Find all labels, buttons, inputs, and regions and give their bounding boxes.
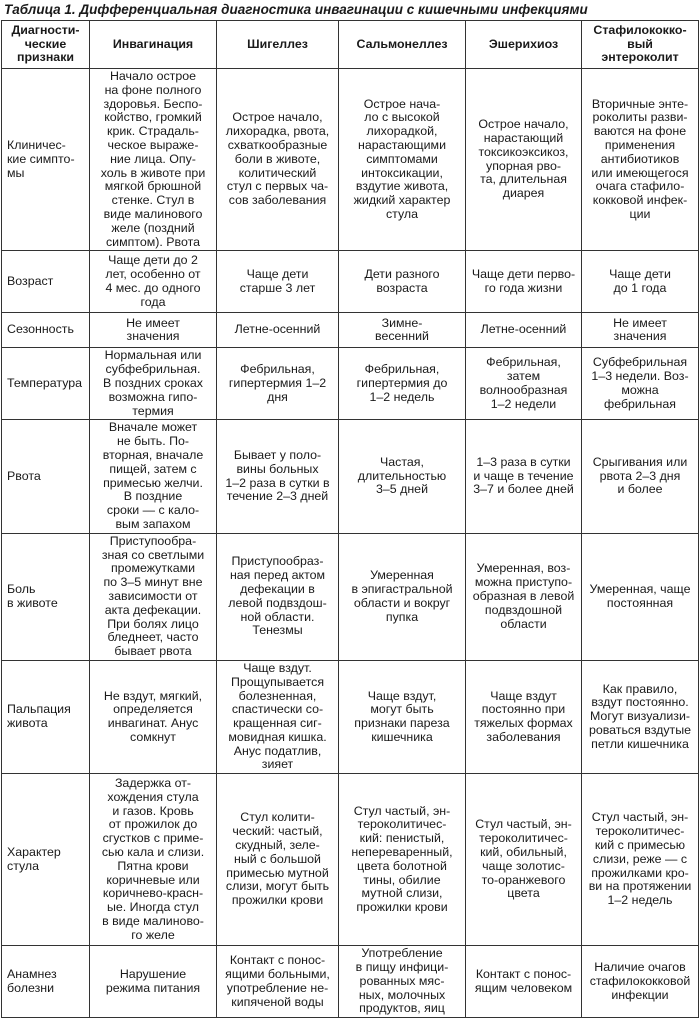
table-cell: Задержка от- хождения стула и газов. Кровь от прожилок до сгустков с приме- сью кала и слизи. Пятна крови коричневые или коричнево-красн- ые. Иногда стул в виде малиново- го желе — [90, 774, 217, 946]
table-row — [2, 313, 699, 348]
row-label: Клиничес- кие симпто- мы — [2, 69, 90, 251]
table-cell: Как правило, вздут постоянно. Могут визуализи- роваться вздутые петли кишечника — [582, 660, 699, 773]
table-cell: Умеренная в эпигастральной области и вокруг пупка — [339, 533, 466, 660]
table-cell: 1–3 раза в сутки и чаще в течение 3–7 и более дней — [466, 420, 582, 533]
table-cell: Не имеет значения — [582, 313, 699, 348]
table-cell: Бывает у поло- вины больных 1–2 раза в сутки в течение 2–3 дней — [217, 420, 339, 533]
table-cell: Субфебрильная 1–3 недели. Воз- можна фебрильная — [582, 348, 699, 420]
table-title: Таблица 1. Дифференциальная диагностика инвагинации с кишечными инфекциями — [4, 2, 588, 17]
table-cell: Стул частый, эн- тероколитичес- кий с примесью слизи, реже — с прожилками кро- ви на протяжении 1–2 недель — [582, 774, 699, 946]
table-cell: Чаще дети перво- го года жизни — [466, 251, 582, 313]
table-cell: Дети разного возраста — [339, 251, 466, 313]
diagnostics-table — [1, 20, 699, 1018]
table-cell: Чаще вздут. Прощупывается болезненная, спастически со- кращенная сиг- мовидная кишка. Анус податлив, зияет — [217, 660, 339, 773]
table-cell: Вторичные энте- роколиты разви- ваются на фоне применения антибиотиков или имеющегося очага стафило- кокковой инфек- ции — [582, 69, 699, 251]
table-cell: Стул колити- ческий: частый, скудный, зеле- ный с большой примесью мутной слизи, могут быть прожилки крови — [217, 774, 339, 946]
table-cell: Стул частый, эн- тероколитичес- кий: пенистый, непереваренный, цвета болотной тины, обилие мутной слизи, прожилки крови — [339, 774, 466, 946]
table-cell: Чаще дети до 1 года — [582, 251, 699, 313]
table-cell: Чаще дети до 2 лет, особенно от 4 мес. до одного года — [90, 251, 217, 313]
table-cell: Не вздут, мягкий, определяется инвагинат. Анус сомкнут — [90, 660, 217, 773]
table-cell: Умеренная, чаще постоянная — [582, 533, 699, 660]
table-row — [2, 69, 699, 251]
table-cell: Острое нача- ло с высокой лихорадкой, нарастающими симптомами интоксикации, вздутие живота, жидкий характер стула — [339, 69, 466, 251]
table-cell: Фебрильная, затем волнообразная 1–2 недели — [466, 348, 582, 420]
table-cell: Контакт с понос- ящими больными, употребление не- кипяченой воды — [217, 946, 339, 1018]
table-cell: Нарушение режима питания — [90, 946, 217, 1018]
table-cell: Начало острое на фоне полного здоровья. Беспо- койство, громкий крик. Страдаль- ческое выраже- ние лица. Опу- холь в животе при мягкой брюшной стенке. Стул в виде малинового желе (поздний симптом). Рвота — [90, 69, 217, 251]
table-row — [2, 420, 699, 533]
row-label: Пальпация живота — [2, 660, 90, 773]
table-row — [2, 774, 699, 946]
row-label: Сезонность — [2, 313, 90, 348]
table-cell: Контакт с понос- ящим человеком — [466, 946, 582, 1018]
table-row — [2, 946, 699, 1018]
header-cell: Эшерихиоз — [466, 21, 582, 69]
table-cell: Частая, длительностью 3–5 дней — [339, 420, 466, 533]
table-row — [2, 660, 699, 773]
row-label: Температура — [2, 348, 90, 420]
header-cell: Стафилококко- вый энтероколит — [582, 21, 699, 69]
table-cell: Не имеет значения — [90, 313, 217, 348]
table-cell: Фебрильная, гипертермия до 1–2 недель — [339, 348, 466, 420]
header-cell: Инвагинация — [90, 21, 217, 69]
table-cell: Чаще дети старше 3 лет — [217, 251, 339, 313]
table-cell: Стул частый, эн- тероколитичес- кий, обильный, чаще золотис- то-оранжевого цвета — [466, 774, 582, 946]
table-cell: Нормальная или субфебрильная. В поздних сроках возможна гипо- термия — [90, 348, 217, 420]
header-cell: Шигеллез — [217, 21, 339, 69]
table-cell: Фебрильная, гипертермия 1–2 дня — [217, 348, 339, 420]
table-cell: Приступообра- зная со светлыми промежутками по 3–5 минут вне зависимости от акта дефекации. При болях лицо бледнеет, часто бывает рвота — [90, 533, 217, 660]
table-cell: Употребление в пищу инфици- рованных мяс- ных, молочных продуктов, яиц — [339, 946, 466, 1018]
table-cell: Зимне- весенний — [339, 313, 466, 348]
table-cell: Наличие очагов стафилококковой инфекции — [582, 946, 699, 1018]
table-cell: Приступообраз- ная перед актом дефекации в левой подвздош- ной области. Тенезмы — [217, 533, 339, 660]
row-label: Характер стула — [2, 774, 90, 946]
table-cell: Летне-осенний — [217, 313, 339, 348]
table-row — [2, 533, 699, 660]
table-cell: Острое начало, лихорадка, рвота, схваткообразные боли в животе, колитический стул с первых ча- сов заболевания — [217, 69, 339, 251]
table-cell: Чаще вздут, могут быть признаки пареза кишечника — [339, 660, 466, 773]
table-row — [2, 251, 699, 313]
table-cell: Чаще вздут постоянно при тяжелых формах заболевания — [466, 660, 582, 773]
row-label: Боль в животе — [2, 533, 90, 660]
row-label: Возраст — [2, 251, 90, 313]
table-row — [2, 348, 699, 420]
header-row — [2, 21, 699, 69]
table-cell: Летне-осенний — [466, 313, 582, 348]
row-label: Анамнез болезни — [2, 946, 90, 1018]
table-cell: Умеренная, воз- можна приступо- образная в левой подвздошной области — [466, 533, 582, 660]
table-cell: Острое начало, нарастающий токсикоэксикоз, упорная рво- та, длительная диарея — [466, 69, 582, 251]
header-cell: Диагности- ческие признаки — [2, 21, 90, 69]
table-cell: Срыгивания или рвота 2–3 дня и более — [582, 420, 699, 533]
table-cell: Вначале может не быть. По- вторная, вначале пищей, затем с примесью желчи. В поздние сроки — с кало- вым запахом — [90, 420, 217, 533]
header-cell: Сальмонеллез — [339, 21, 466, 69]
row-label: Рвота — [2, 420, 90, 533]
